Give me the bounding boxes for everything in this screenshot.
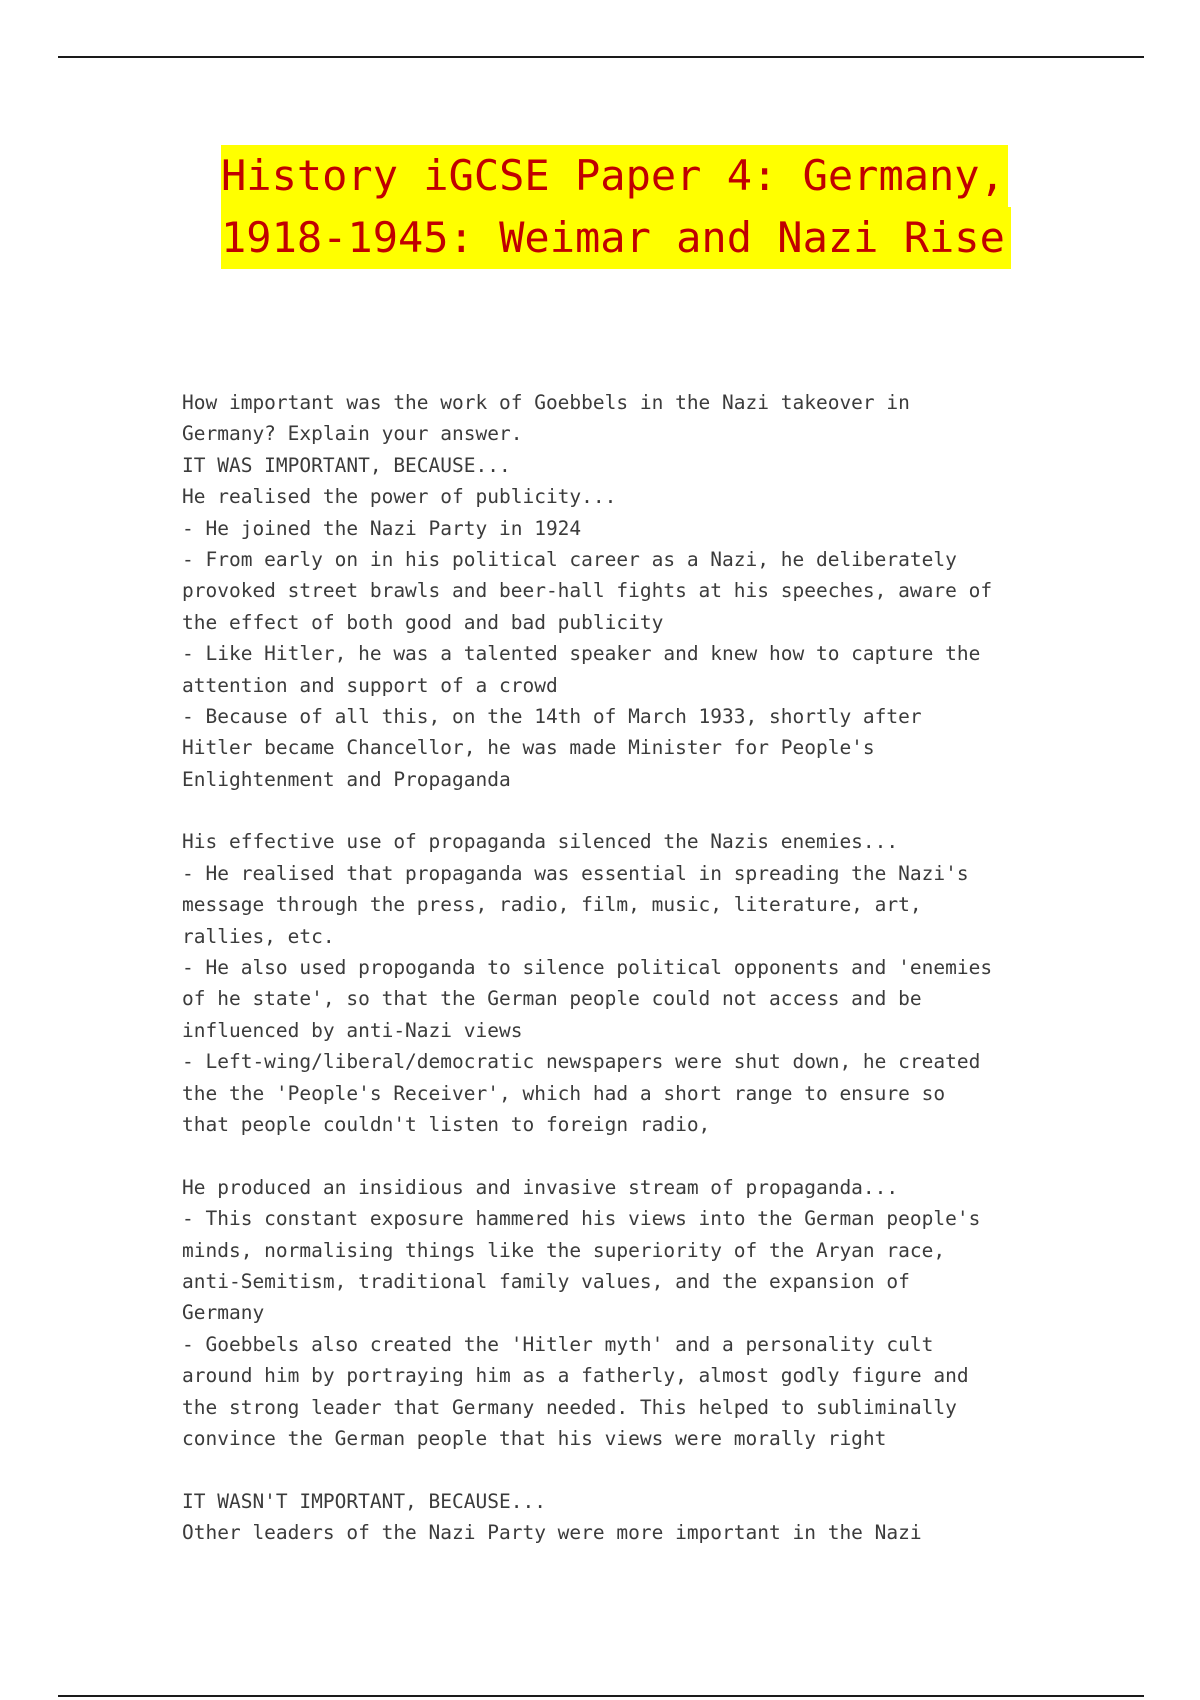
body-line: - Because of all this, on the 14th of March 1933, shortly after	[182, 704, 922, 728]
paragraph-gap	[182, 1140, 1042, 1171]
body-line: Hitler became Chancellor, he was made Minister for People's	[182, 736, 875, 760]
body-line: IT WAS IMPORTANT, BECAUSE...	[182, 453, 511, 477]
body-line: the the 'People's Receiver', which had a short range to ensure so	[182, 1081, 946, 1105]
body-line: message through the press, radio, film, music, literature, art,	[182, 893, 922, 917]
body-line: that people couldn't listen to foreign radio,	[182, 1112, 711, 1136]
body-line: provoked street brawls and beer-hall fights at his speeches, aware of	[182, 579, 993, 603]
body-line: His effective use of propaganda silenced the Nazis enemies...	[182, 830, 899, 854]
body-line: minds, normalising things like the superiority of the Aryan race,	[182, 1238, 946, 1262]
body-line: the strong leader that Germany needed. This helped to subliminally	[182, 1395, 957, 1419]
body-line: the effect of both good and bad publicity	[182, 610, 664, 634]
body-line: Germany? Explain your answer.	[182, 422, 523, 446]
body-line: - He joined the Nazi Party in 1924	[182, 516, 582, 540]
body-line: - Like Hitler, he was a talented speaker and knew how to capture the	[182, 642, 981, 666]
body-line: How important was the work of Goebbels in the Nazi takeover in	[182, 391, 910, 414]
paragraph-gap	[182, 795, 1042, 826]
body-line: Germany	[182, 1301, 265, 1325]
title-line-2: 1918-1945: Weimar and Nazi Rise	[221, 207, 1011, 269]
body-line: around him by portraying him as a fatherly, almost godly figure and	[182, 1364, 969, 1388]
body-line: convince the German people that his views were morally right	[182, 1426, 887, 1450]
top-rule	[58, 56, 1144, 58]
body-line: influenced by anti-Nazi views	[182, 1018, 523, 1042]
body-line: - From early on in his political career as a Nazi, he deliberately	[182, 547, 957, 571]
body-line: Enlightenment and Propaganda	[182, 767, 511, 791]
paragraph-gap	[182, 1454, 1042, 1485]
body-line: He realised the power of publicity...	[182, 485, 617, 509]
body-line: Other leaders of the Nazi Party were more important in the Nazi	[182, 1521, 922, 1545]
document-body	[182, 387, 1042, 1548]
title-line-1: History iGCSE Paper 4: Germany,	[221, 145, 1008, 207]
body-line: - He also used propoganda to silence political opponents and 'enemies	[182, 956, 993, 980]
body-line: - He realised that propaganda was essential in spreading the Nazi's	[182, 861, 969, 885]
body-line: rallies, etc.	[182, 924, 335, 948]
bottom-rule	[58, 1695, 1144, 1697]
body-line: attention and support of a crowd	[182, 673, 558, 697]
body-line: - Goebbels also created the 'Hitler myth' and a personality cult	[182, 1332, 934, 1356]
body-line: - Left-wing/liberal/democratic newspapers were shut down, he created	[182, 1050, 981, 1074]
body-line: anti-Semitism, traditional family values, and the expansion of	[182, 1269, 910, 1293]
body-line: - This constant exposure hammered his views into the German people's	[182, 1207, 981, 1231]
document-title	[221, 145, 1003, 269]
body-line: IT WASN'T IMPORTANT, BECAUSE...	[182, 1489, 546, 1513]
body-line: He produced an insidious and invasive stream of propaganda...	[182, 1175, 899, 1199]
body-line: of he state', so that the German people could not access and be	[182, 987, 922, 1011]
